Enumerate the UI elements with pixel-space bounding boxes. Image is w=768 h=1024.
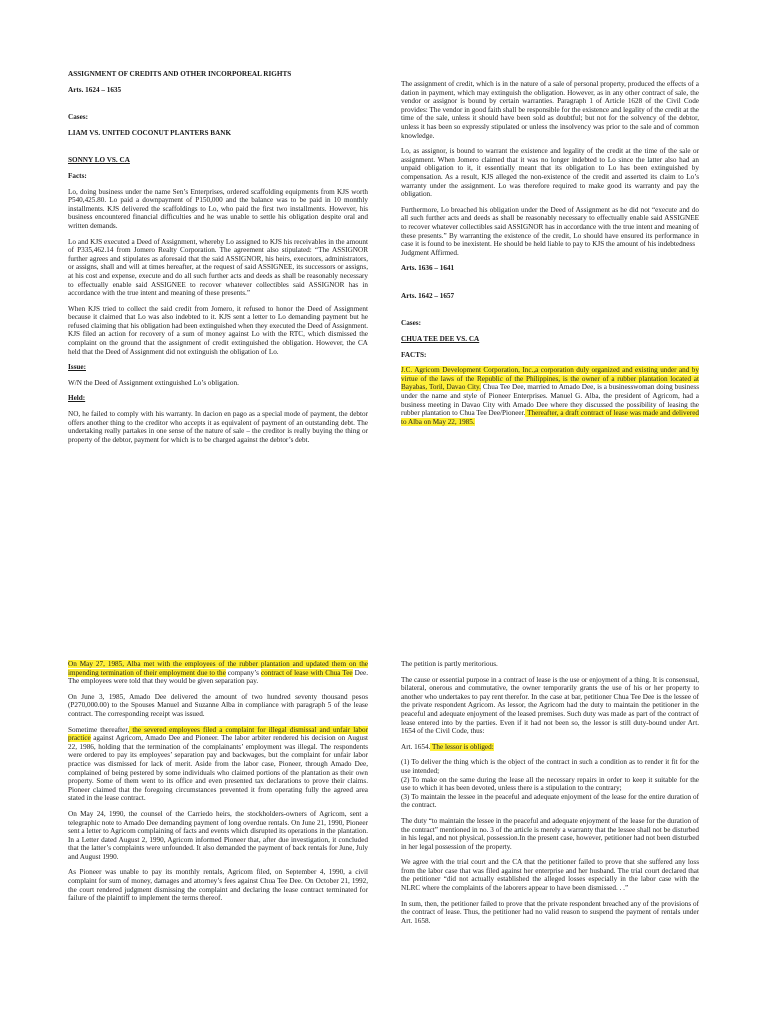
obligation-2: (2) To make on the same during the lease all the necessary repairs in order to keep it suitable for the use to which it has been devoted, unless there is a stipulation to the contrary; [401, 775, 699, 793]
cases-label: Cases: [68, 113, 88, 122]
ruling-paragraph-1: The assignment of credit, which is in the nature of a sale of personal property, produced the effects of a dation in payment, which may extinguish the obligation. However, as in any other contract of sale, the vendor or assignor is bound by certain warranties. Paragraph 1 of Article 1628 of the Civil Code provides: The vendor in good faith shall be responsible for the existence and legality of the credit at the time of the sale, unless it should have been sold as doubtful; but not for the solvency of the debtor, unless it has been so expressly stipulated or unless the insolvency was prior to the sale and of common knowledge. [401, 80, 699, 140]
document-title: ASSIGNMENT OF CREDITS AND OTHER INCORPOREAL RIGHTS [68, 70, 292, 78]
ruling-summary-paragraph: In sum, then, the petitioner failed to prove that the private respondent breached any of the provisions of the contract of lease. Thus, the petitioner had no valid reason to suspend the payment of rentals under Art. 1658. [401, 899, 699, 925]
obligation-1: (1) To deliver the thing which is the object of the contract in such a condition as to render it fit for the use intended; [401, 758, 699, 775]
lease-paragraph-5: As Pioneer was unable to pay its monthly rentals, Agricom filed, on September 4, 1990, a civil complaint for sum of money, damages and attorney’s fees against Chua Tee Dee. On October 21, 1992, the court rendered judgment dismissing the complaint and declaring the lease contract terminated for failure of the plaintiff to implement the terms thereof. [68, 868, 368, 903]
facts-paragraph-2: Lo and KJS executed a Deed of Assignment, whereby Lo assigned to KJS his receivables in the amount of P335,462.14 from Jomero Realty Corporation. The agreement also stipulated: “The ASSIGNOR further agrees and stipulates as aforesaid that the said ASSIGNOR, his heirs, executors, administrators, or assigns, shall and will at times hereafter, at the request of said ASSIGNEE, its successors or assigns, at his cost and expense, execute and do all such further acts and deeds as shall be reasonably necessary to effectually enable said ASSIGNEE to recover whatever collectibles said ASSIGNOR has in accordance with the true intent and meaning of these presents.” [68, 237, 368, 298]
left-column-top [68, 70, 368, 451]
right-column-bottom [401, 660, 699, 932]
cases-label-2: Cases: [401, 319, 421, 328]
held-text: NO, he failed to comply with his warranty. In dacion en pago as a special mode of payment, the debtor offers another thing to the creditor who accepts it as equivalent of payment of an outstanding debt. The undertaking really partakes in one sense of the nature of sale – the creditor is really buying the thing or property of the debtor, payment for which is to be charged against the debtor’s debt. [68, 410, 368, 444]
highlight-draft-contract: Thereafter, a draft contract of lease was made and delivered to Alba on May 22, 1985. [401, 409, 700, 426]
articles-range-3: Arts. 1642 – 1657 [401, 291, 455, 300]
article-1654 [401, 743, 699, 752]
lease-paragraph-4: On May 24, 1990, the counsel of the Carriedo heirs, the stockholders-owners of Agricom, sent a telegraphic note to Amado Dee demanding payment of long overdue rentals. On June 21, 1990, Pioneer sent a letter to Agricom complaining of facts and events which disrupted its operations in the plantation. In a Letter dated August 2, 1990, Agricom informed Pioneer that, after due investigation, it concluded that the latter’s complaints were unfounded. It also demanded the payment of back rentals for June, July and August 1990. [68, 809, 368, 861]
facts-paragraph-3: When KJS tried to collect the said credit from Jomero, it refused to honor the Deed of Assignment because it claimed that Lo was also indebted to it. KJS sent a letter to Lo demanding payment but he refused claiming that his obligation had been extinguished when they executed the Deed of Assignment. KJS filed an action for recovery of a sum of money against Lo with the RTC, which dismissed the complaint on the ground that the assignment of credit extinguished the obligation. However, the CA held that the Deed of Assignment did not extinguish the obligation of Lo. [68, 304, 368, 356]
held-label: Held: [68, 394, 86, 403]
judgment-text: Judgment Affirmed. [401, 248, 459, 257]
ruling-warranty-paragraph: The duty “to maintain the lessee in the peaceful and adequate enjoyment of the lease for the duration of the contract” mentioned in no. 3 of the article is merely a warranty that the lessee shall not be disturbed in his legal, and not physical, possession.In the present case, however, petitioner had not been disturbed in her legal possession of the property. [401, 816, 699, 851]
right-column-top [401, 80, 699, 433]
lease-text-b: Dee. The employees were told that they would be given separation pay. [68, 668, 369, 686]
case-liam: LIAM VS. UNITED COCONUT PLANTERS BANK [68, 128, 232, 137]
lease-text-c: Sometime thereafter, [68, 725, 130, 734]
lease-paragraph-3 [68, 726, 368, 803]
articles-range-1: Arts. 1624 – 1635 [68, 85, 122, 94]
issue-text: W/N the Deed of Assignment extinguished Lo’s obligation. [68, 378, 239, 387]
highlight-may-27: On May 27, 1985, Alba met with the employees of the rubber plantation and updated them on the impending termination of their employment due to the [68, 660, 368, 677]
facts-label-2: FACTS: [401, 350, 427, 359]
issue-label: Issue: [68, 363, 86, 372]
obligation-3: (3) To maintain the lessee in the peaceful and adequate enjoyment of the lease for the entire duration of the contract. [401, 792, 699, 810]
facts-label: Facts: [68, 171, 87, 180]
ruling-partly-meritorious: The petition is partly meritorious. [401, 660, 498, 668]
ruling-trial-court-paragraph: We agree with the trial court and the CA that the petitioner failed to prove that she suffered any loss from the labor case that was filed against her enterprise and her husband. The trial court declared that the petitioner “did not actually established the alleged losses especially in the labor case with the NLRC where the complaints of the laborers appear to have been dismissed. . .” [401, 858, 699, 893]
highlight-lessor-obliged: The lessor is obliged: [430, 742, 494, 751]
ruling-paragraph-2: Lo, as assignor, is bound to warrant the existence and legality of the credit at the time of the sale or assignment. When Jomero claimed that it was no longer indebted to Lo since the latter also had an unpaid obligation to it, it essentially meant that its obligation to Lo has been extinguished by compensation. As a result, KJS alleged the non-existence of the credit and asserted its claim to Lo’s warranty under the assignment. Lo was therefore required to make good its warranty and pay the obligation. [401, 147, 699, 199]
lease-paragraph-2: On June 3, 1985, Amado Dee delivered the amount of two hundred seventy thousand pesos (P270,000.00) to the Spouses Manuel and Suzanne Alba in compliance with paragraph 5 of the lease contract. The corresponding receipt was issued. [68, 692, 368, 718]
lease-text-d: against Agricom, Amado Dee and Pioneer. The labor arbiter rendered his decision on August 22, 1986, holding that the termination of the complainants’ employment was illegal. The respondents were ordered to pay its employees’ separation pay and backwages, but the complaint for unfair labor practice was dismissed for lack of merit. Aside from the labor case, Pioneer, through Amado Dee, complained of being pestered by some individuals who claimed portions of the plantation as their own property. Some of them went to its office and even presented tax declarations to prove their claims. Pioneer claimed that the foregoing circumstances prevented it from operating fully the agreed area stated in the lease contract. [68, 734, 368, 803]
ruling-paragraph-3: Furthermore, Lo breached his obligation under the Deed of Assignment as he did not “execute and do all such further acts and deeds as shall be reasonably necessary to effectually enable said ASSIGNEE to recover whatever collectibles said ASSIGNOR has in accordance with the true intent and meaning of these presents.” By warranting the existence of the credit, Lo should have ensured its performance in case it is found to be inexistent. He should be held liable to pay to KJS the amount of his indebtedness [401, 205, 699, 249]
article-1654-label: Art. 1654. [401, 742, 431, 751]
highlight-agricom: J.C. Agricom Development Corporation, Inc.,a corporation duly organized and existing under and by virtue of the laws of the Republic of the Philippines, is the owner of a rubber plantation located at Bayabas, Toril, Davao City. [401, 366, 699, 392]
chua-facts-paragraph [401, 366, 699, 426]
facts-paragraph-1: Lo, doing business under the name Sen’s Enterprises, ordered scaffolding equipments from KJS worth P540,425.80. Lo paid a downpayment of P150,000 and the balance was to be paid in 10 monthly installments. KJS delivered the scaffoldings to Lo, who paid the first two installments. However, his business encountered financial difficulties and he was unable to settle his obligation despite oral and written demands. [68, 187, 368, 230]
highlight-illegal-dismissal: the severed employees filed a complaint for illegal dismissal and unfair labor practice [68, 725, 368, 743]
chua-facts-plain: Chua Tee Dee, married to Amado Dee, is a businesswoman doing business under the name and style of Pioneer Enterprises. Manuel G. Alba, the president of Agricom, had a business meeting in Davao City with Amado Dee where they discussed the possibility of leasing the rubber plantation to Chua Tee Dee/Pioneer. [401, 383, 700, 418]
articles-range-2: Arts. 1636 – 1641 [401, 264, 455, 273]
lease-text-a: company’s [225, 668, 261, 677]
case-sonny-lo: SONNY LO VS. CA [68, 156, 130, 165]
highlight-contract-of-lease: contract of lease with Chua Tee [260, 668, 353, 677]
case-chua-tee-dee: CHUA TEE DEE VS. CA [401, 335, 480, 344]
left-column-bottom [68, 660, 368, 910]
ruling-lease-paragraph: The cause or essential purpose in a contract of lease is the use or enjoyment of a thing. It is consensual, bilateral, onerous and commutative, the owner temporarily grants the use of his or her property to another who undertakes to pay rent therefor. In the case at bar, petitioner Chua Tee Dee is the lessee of the private respondent Agricom. As lessor, the Agricom had the duty to maintain the petitioner in the peaceful and adequate enjoyment of the leased premises. Such duty was made as part of the contract of lease entered into by the parties. Even if it had not been so, the lessor is still duty-bound under Art. 1654 of the Civil Code, thus: [401, 675, 699, 736]
lease-paragraph-1 [68, 660, 368, 686]
